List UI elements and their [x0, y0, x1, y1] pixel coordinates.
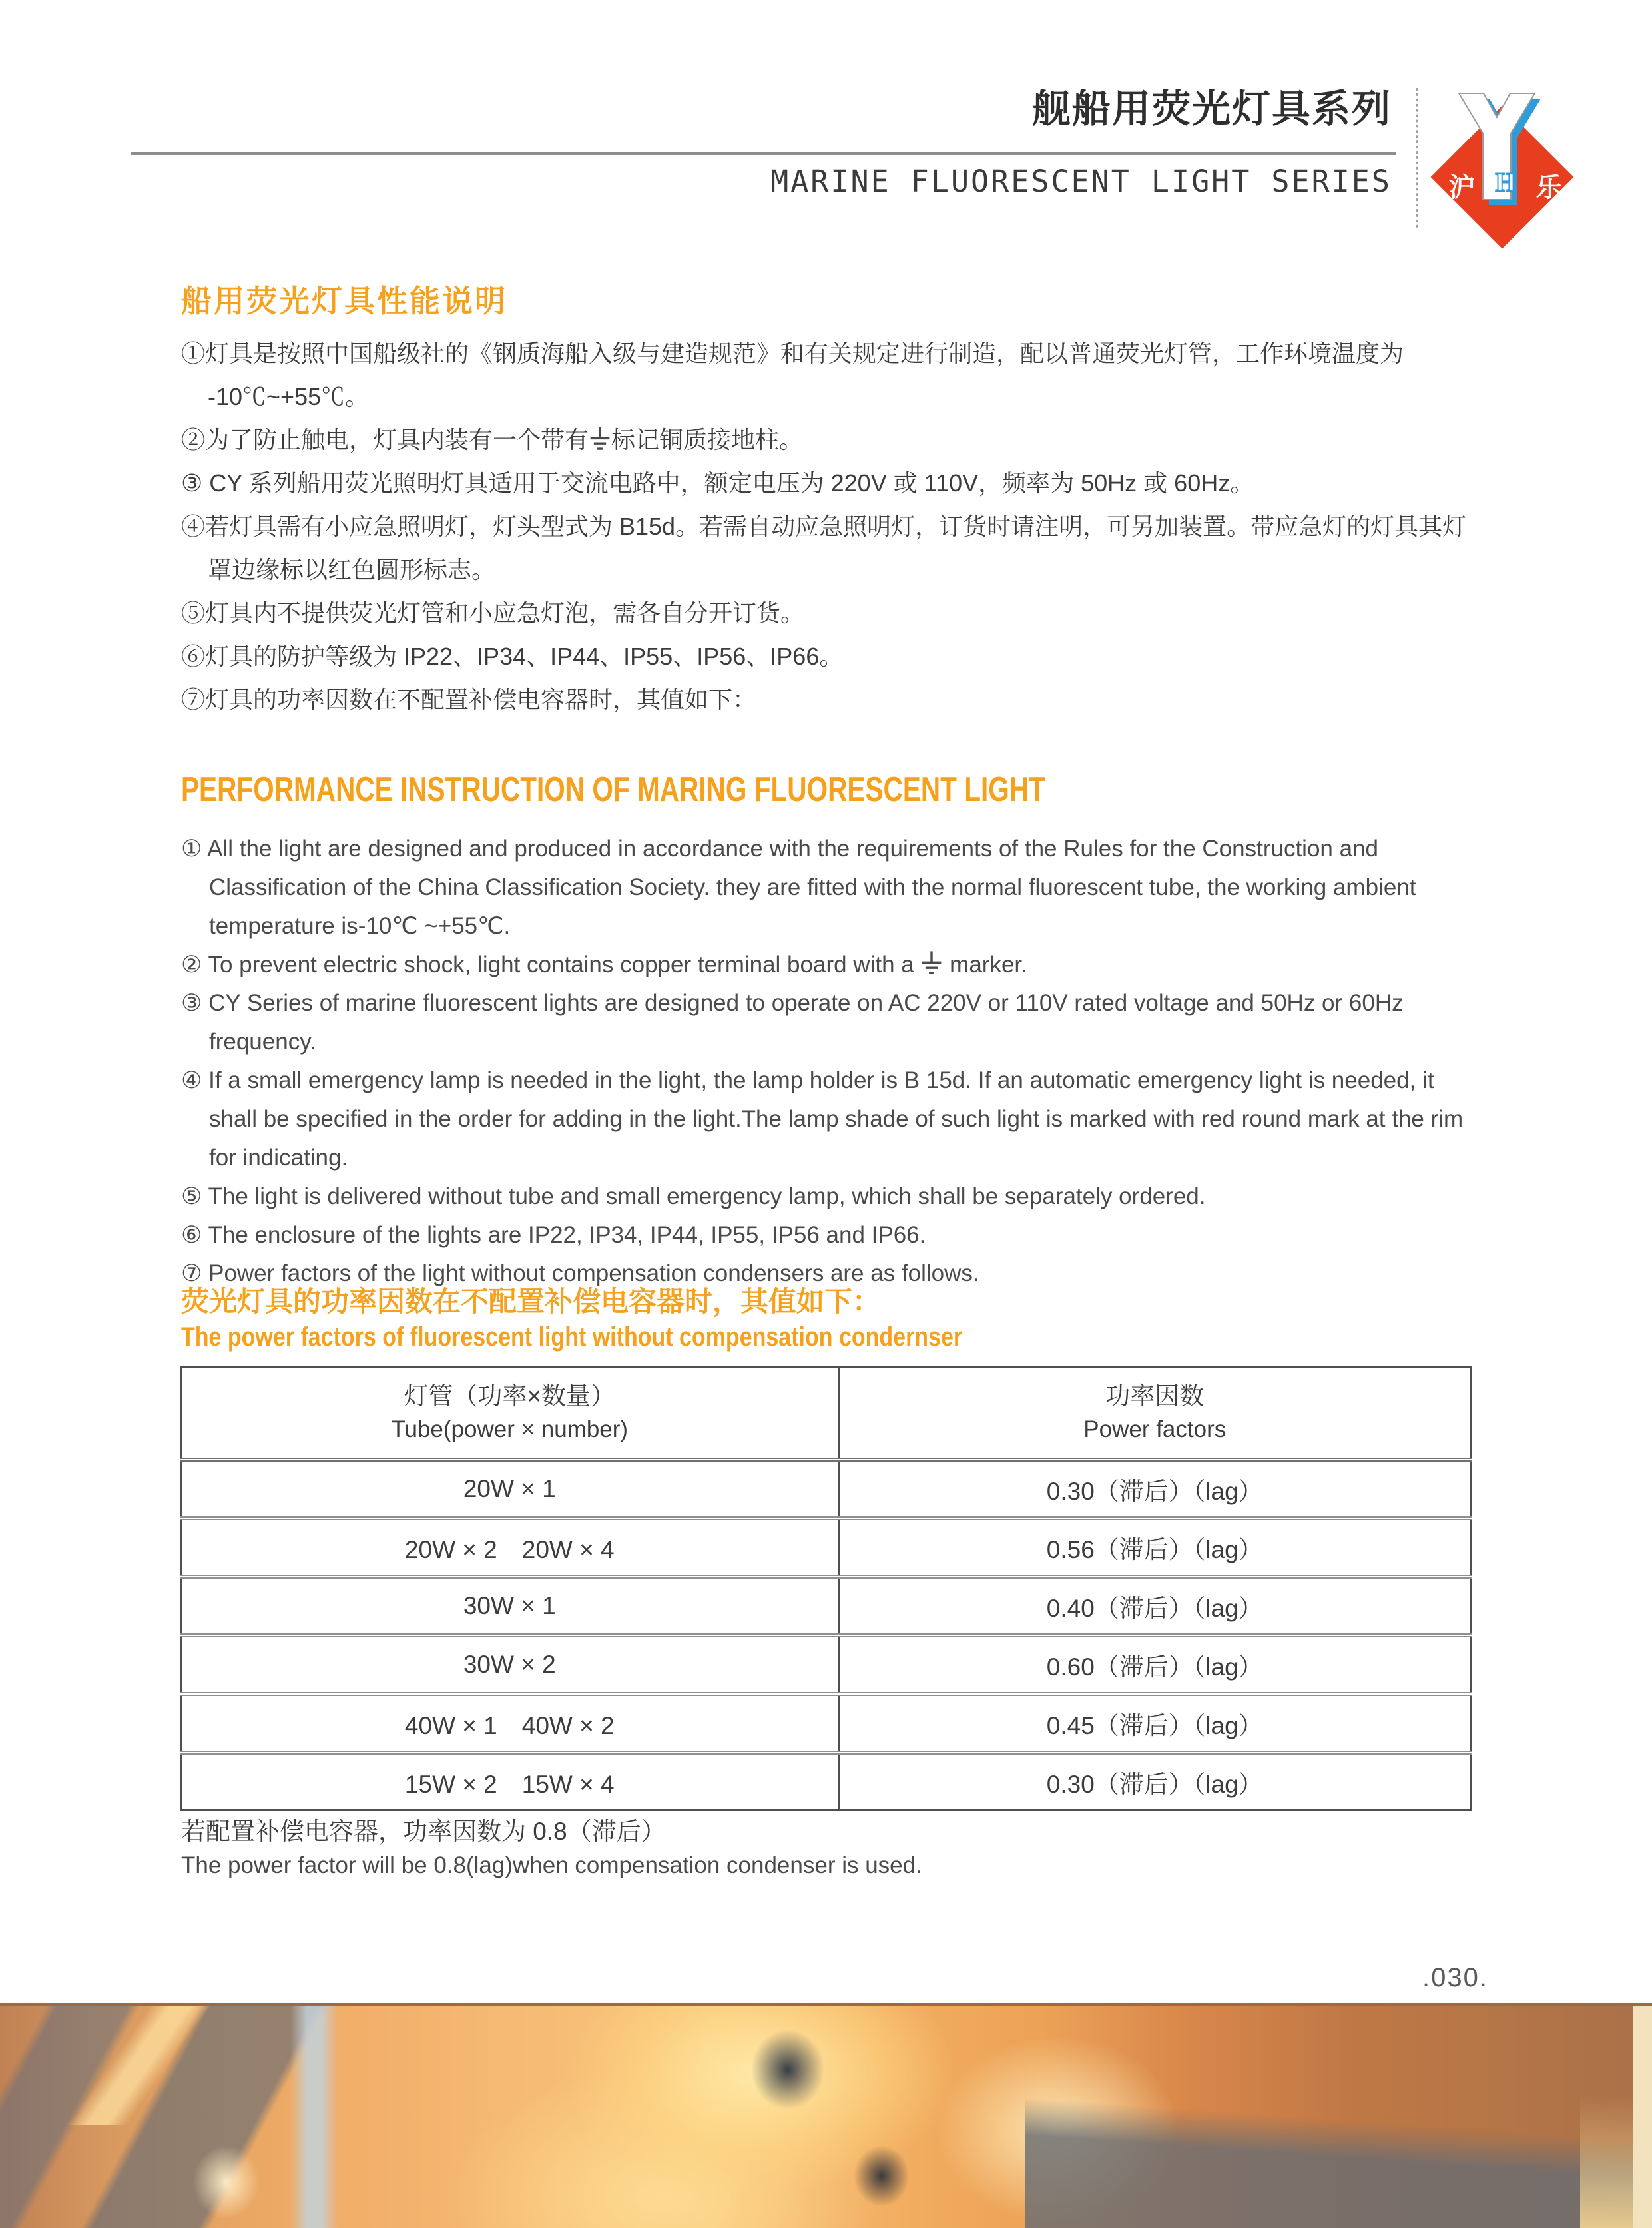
cn-item-2-pre: ②为了防止触电，灯具内装有一个带有: [181, 426, 589, 453]
table-row: [181, 1694, 1472, 1753]
en-item-list: [181, 830, 1486, 1293]
section-heading-cn: 船用荧光灯具性能说明: [181, 284, 507, 318]
en-item-6: ⑥ The enclosure of the lights are IP22, IP34, IP44, IP55, IP56 and IP66.: [181, 1222, 926, 1248]
table-row: [181, 1460, 1472, 1518]
photo-pale-strip: [290, 2006, 338, 2228]
power-table-heading-en: The power factors of fluorescent light without compensation condernser: [181, 1322, 963, 1352]
section-heading-en: PERFORMANCE INSTRUCTION OF MARING FLUORESCENT LIGHT: [181, 770, 1045, 809]
power-factor-table: [180, 1366, 1472, 1811]
bottom-photo: [0, 2003, 1652, 2228]
photo-dark-spot: [751, 2030, 824, 2109]
cn-item-6: ⑥灯具的防护等级为 IP22、IP34、IP44、IP55、IP56、IP66。: [181, 643, 844, 670]
photo-right-shadow: [1025, 2006, 1652, 2228]
tube-cell: 20W × 2 20W × 4: [404, 1536, 615, 1563]
logo-char-left: 沪: [1448, 172, 1476, 202]
logo-characters: [1432, 166, 1579, 204]
logo-char-h: H: [1495, 167, 1516, 197]
note-cn: 若配置补偿电容器，功率因数为 0.8（滞后）: [181, 1818, 666, 1845]
tube-cell: 30W × 2: [463, 1651, 556, 1678]
pf-cell: 0.60（滞后）（lag）: [838, 1635, 1472, 1694]
column-header-tube-cn: 灯管（功率×数量）: [404, 1382, 616, 1410]
en-item-5: ⑤ The light is delivered without tube and small emergency lamp, which shall be separately ordered.: [181, 1183, 1206, 1209]
photo-light-streak: [27, 2003, 266, 2125]
note-en: The power factor will be 0.8(lag)when compensation condenser is used.: [181, 1852, 922, 1878]
cn-item-5: ⑤灯具内不提供荧光灯管和小应急灯泡，需各自分开订货。: [181, 599, 805, 627]
cn-item-4: ④若灯具需有小应急照明灯，灯头型式为 B15d。若需自动应急照明灯，订货时请注明，可另加装置。带应急灯的灯具其灯罩边缘标以红色圆形标志。: [181, 513, 1467, 583]
header-divider: [131, 152, 1396, 155]
pf-cell: 0.56（滞后）（lag）: [838, 1518, 1472, 1577]
photo-dark-spot: [854, 2145, 910, 2207]
photo-highlight: [193, 2145, 260, 2219]
column-header-power-factor: [838, 1368, 1472, 1460]
cn-item-3: ③ CY 系列船用荧光照明灯具适用于交流电路中，额定电压为 220V 或 110V，频率为 50Hz 或 60Hz。: [181, 469, 1254, 497]
table-row: [181, 1635, 1472, 1694]
page-title-cn: 舰船用荧光灯具系列: [1031, 87, 1392, 131]
cn-item-7: ⑦灯具的功率因数在不配置补偿电容器时，其值如下：: [181, 686, 757, 713]
column-header-pf-en: Power factors: [1083, 1416, 1227, 1442]
photo-right-glow: [1580, 2095, 1633, 2228]
page-title-en: MARINE FLUORESCENT LIGHT SERIES: [770, 164, 1392, 199]
ground-symbol-icon: [920, 951, 943, 977]
tube-cell: 15W × 2 15W × 4: [404, 1771, 615, 1798]
pf-cell: 0.45（滞后）（lag）: [838, 1694, 1472, 1753]
en-item-2-pre: ② To prevent electric shock, light contains copper terminal board with a: [181, 952, 921, 977]
tube-cell: 20W × 1: [463, 1475, 556, 1502]
page-number: .030.: [1422, 1963, 1488, 1992]
en-item-7: ⑦ Power factors of the light without compensation condensers are as follows.: [181, 1260, 979, 1286]
cn-item-1: ①灯具是按照中国船级社的《钢质海船入级与建造规范》和有关规定进行制造，配以普通荧光灯管，工作环境温度为 -10℃~+55℃。: [181, 340, 1404, 410]
tube-cell: 30W × 1: [463, 1592, 556, 1619]
column-header-tube-en: Tube(power × number): [391, 1416, 629, 1442]
header-vertical-divider: [1416, 88, 1418, 228]
table-row: [181, 1577, 1472, 1635]
cn-item-list: [181, 332, 1486, 721]
en-item-3: ③ CY Series of marine fluorescent lights are designed to operate on AC 220V or 110V rated voltage and 50Hz or 60Hz frequency.: [181, 990, 1404, 1055]
en-item-2-post: marker.: [943, 952, 1027, 977]
power-table-heading-cn: 荧光灯具的功率因数在不配置补偿电容器时，其值如下：: [181, 1286, 881, 1317]
en-item-2: [181, 946, 1486, 984]
table-row: [181, 1753, 1472, 1810]
en-item-4: ④ If a small emergency lamp is needed in the light, the lamp holder is B 15d. If an automatic emergency light is needed, it shall be specified in the order for adding in the light.The lamp shade of such light is marked with red round mark at the rim for indicating.: [181, 1067, 1464, 1171]
company-logo: [1432, 85, 1579, 245]
pf-cell: 0.30（滞后）（lag）: [838, 1753, 1472, 1810]
cn-item-2-post: 标记铜质接地柱。: [611, 426, 804, 453]
en-item-1: ① All the light are designed and produced in accordance with the requirements of the Rules for the Construction and Classification of the China Classification Society. they are fitted with the normal fluorescent tube, the working ambient temperature is-10℃ ~+55℃.: [181, 836, 1416, 939]
column-header-pf-cn: 功率因数: [1105, 1382, 1205, 1410]
ground-symbol-icon: [589, 427, 611, 453]
table-row: [181, 1518, 1472, 1577]
tube-cell: 40W × 1 40W × 2: [404, 1712, 615, 1739]
pf-cell: 0.40（滞后）（lag）: [838, 1577, 1472, 1635]
pf-cell: 0.30（滞后）（lag）: [838, 1460, 1472, 1518]
table-header-row: [181, 1368, 1472, 1460]
logo-char-right: 乐: [1535, 172, 1563, 202]
photo-right-strip: [1633, 2006, 1652, 2228]
cn-item-2: [181, 418, 1486, 461]
column-header-tube: [181, 1368, 839, 1460]
